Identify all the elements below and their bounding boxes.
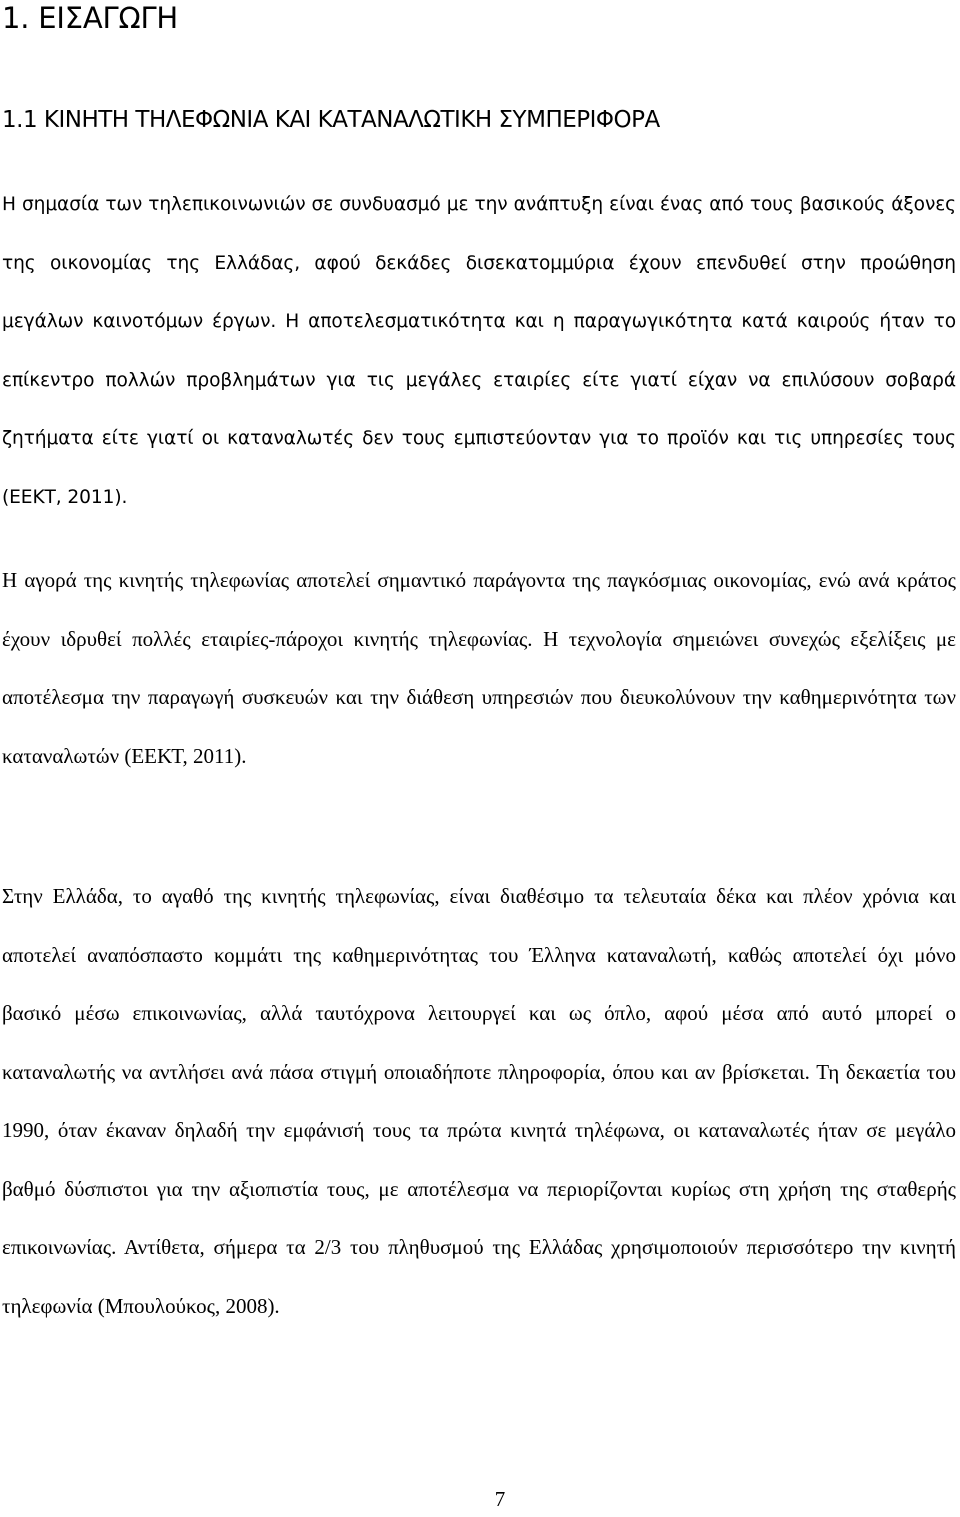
- paragraph-mobile-market: Η αγορά της κινητής τηλεφωνίας αποτελεί σημαντικό παράγοντα της παγκόσμιας οικονομίας, ενώ ανά κράτος έχουν ιδρυθεί πολλές εταιρίες-πάροχοι κινητής τηλεφωνίας. Η τεχνολογία σημειώνει συνεχώς εξελίξεις με αποτέλεσμα την παραγωγή συσκευών και την διάθεση υπηρεσιών που διευκολύνουν την καθημερινότητα των καταναλωτών (ΕΕΚΤ, 2011).: [2, 568, 956, 768]
- paragraph-telecommunications-economy: Η σημασία των τηλεπικοινωνιών σε συνδυασμό με την ανάπτυξη είναι ένας από τους βασικούς άξονες της οικονομίας της Ελλάδας, αφού δεκάδες δισεκατομμύρια έχουν επενδυθεί στην προώθηση μεγάλων καινοτόμων έργων. Η αποτελεσματικότητα και η παραγωγικότητα κατά καιρούς ήταν το επίκεντρο πολλών προβλημάτων για τις μεγάλες εταιρίες είτε γιατί είχαν να επιλύσουν σοβαρά ζητήματα είτε γιατί οι καταναλωτές δεν τους εμπιστεύονταν για το προϊόν και τις υπηρεσίες τους (ΕΕΚΤ, 2011).: [2, 194, 956, 508]
- page-number: 7: [494, 1487, 506, 1511]
- chapter-heading: 1. ΕΙΣΑΓΩΓΗ: [2, 1, 179, 35]
- section-heading: 1.1 ΚΙΝΗΤΗ ΤΗΛΕΦΩΝΙΑ ΚΑΙ ΚΑΤΑΝΑΛΩΤΙΚΗ ΣΥΜΠΕΡΙΦΟΡΑ: [2, 107, 660, 133]
- paragraph-mobile-greece: Στην Ελλάδα, το αγαθό της κινητής τηλεφωνίας, είναι διαθέσιμο τα τελευταία δέκα και πλέον χρόνια και αποτελεί αναπόσπαστο κομμάτι της καθημερινότητας του Έλληνα καταναλωτή, καθώς αποτελεί όχι μόνο βασικό μέσω επικοινωνίας, αλλά ταυτόχρονα λειτουργεί και ως όπλο, αφού μέσα από αυτό μπορεί ο καταναλωτής να αντλήσει ανά πάσα στιγμή οποιαδήποτε πληροφορία, όπου και αν βρίσκεται. Τη δεκαετία του 1990, όταν έκαναν δηλαδή την εμφάνισή τους τα πρώτα κινητά τηλέφωνα, οι καταναλωτές ήταν σε μεγάλο βαθμό δύσπιστοι για την αξιοπιστία τους, με αποτέλεσμα να περιορίζονται κυρίως στη χρήση της σταθερής επικοινωνίας. Αντίθετα, σήμερα τα 2/3 του πληθυσμού της Ελλάδας χρησιμοποιούν περισσότερο την κινητή τηλεφωνία (Μπουλούκος, 2008).: [2, 884, 956, 1318]
